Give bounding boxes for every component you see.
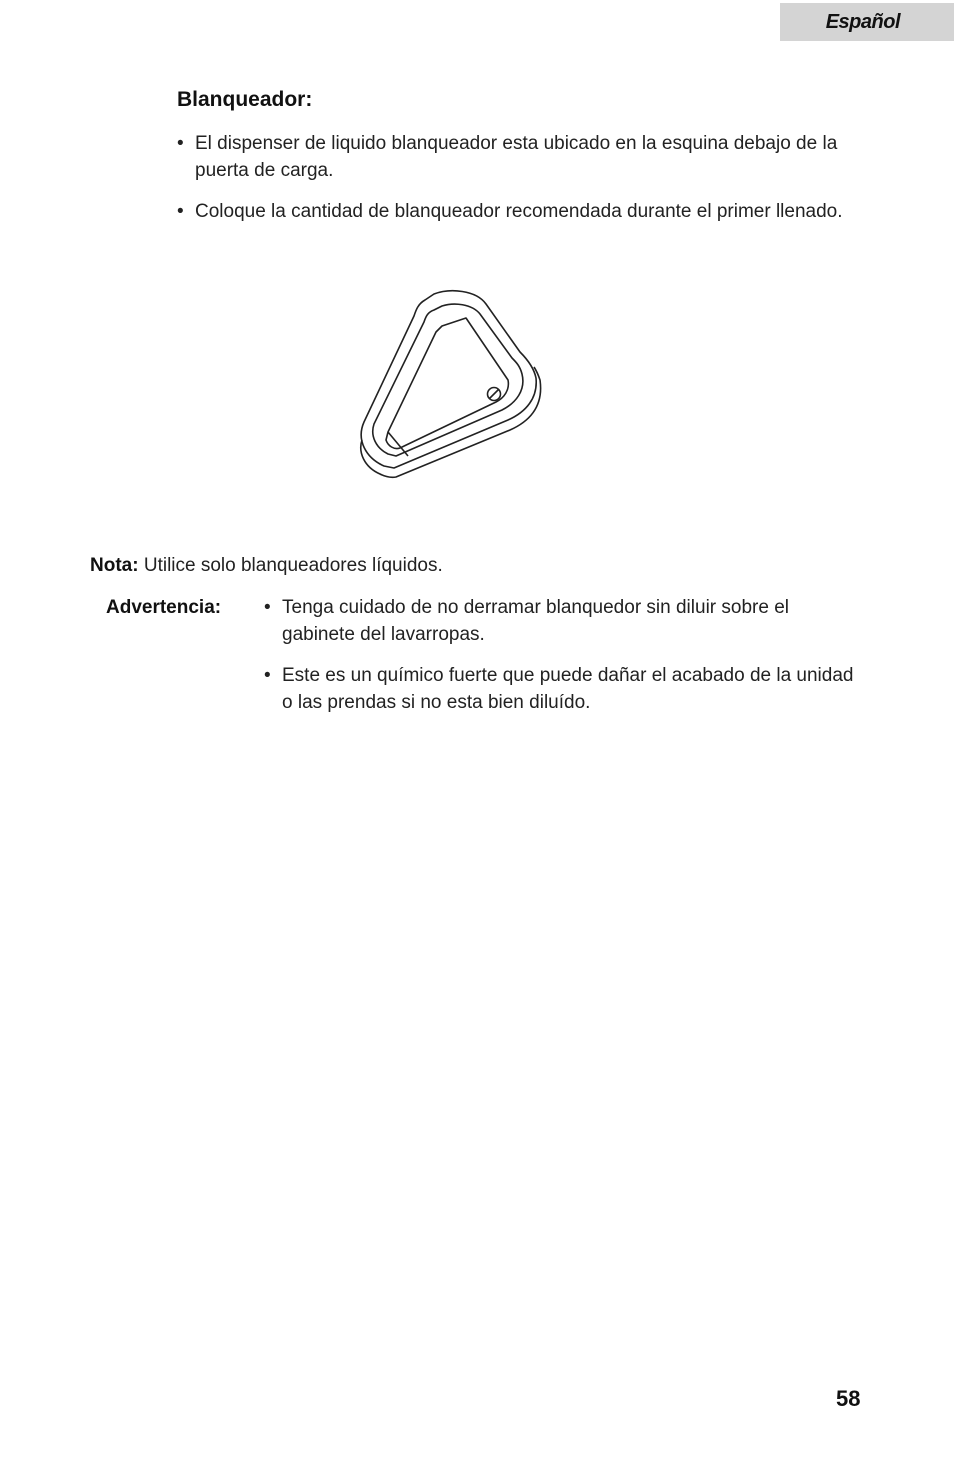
warning-label: Advertencia: [106, 597, 222, 618]
note-text: Utilice solo blanqueadores líquidos. [143, 555, 443, 576]
list-item: • Este es un químico fuerte que puede dañar el acabado de la unidad o las prendas si no esta bien diluído. [264, 662, 864, 716]
note-label: Nota: [90, 555, 139, 576]
note-paragraph [90, 552, 443, 579]
page-number: 58 [836, 1386, 861, 1411]
warning-bullet-list [264, 594, 864, 730]
list-item: • El dispenser de liquido blanqueador esta ubicado en la esquina debajo de la puerta de carga. [177, 130, 867, 184]
bleach-dispenser-illustration [350, 282, 550, 492]
list-item: • Tenga cuidado de no derramar blanquedor sin diluir sobre el gabinete del lavarropas. [264, 594, 864, 648]
list-item: • Coloque la cantidad de blanqueador recomendada durante el primer llenado. [177, 198, 867, 225]
section-bullet-list [177, 130, 867, 239]
language-tab [780, 3, 954, 41]
bleach-dispenser-icon [350, 282, 550, 492]
section-title: Blanqueador: [177, 88, 313, 111]
language-tab-label: Español [825, 11, 900, 33]
